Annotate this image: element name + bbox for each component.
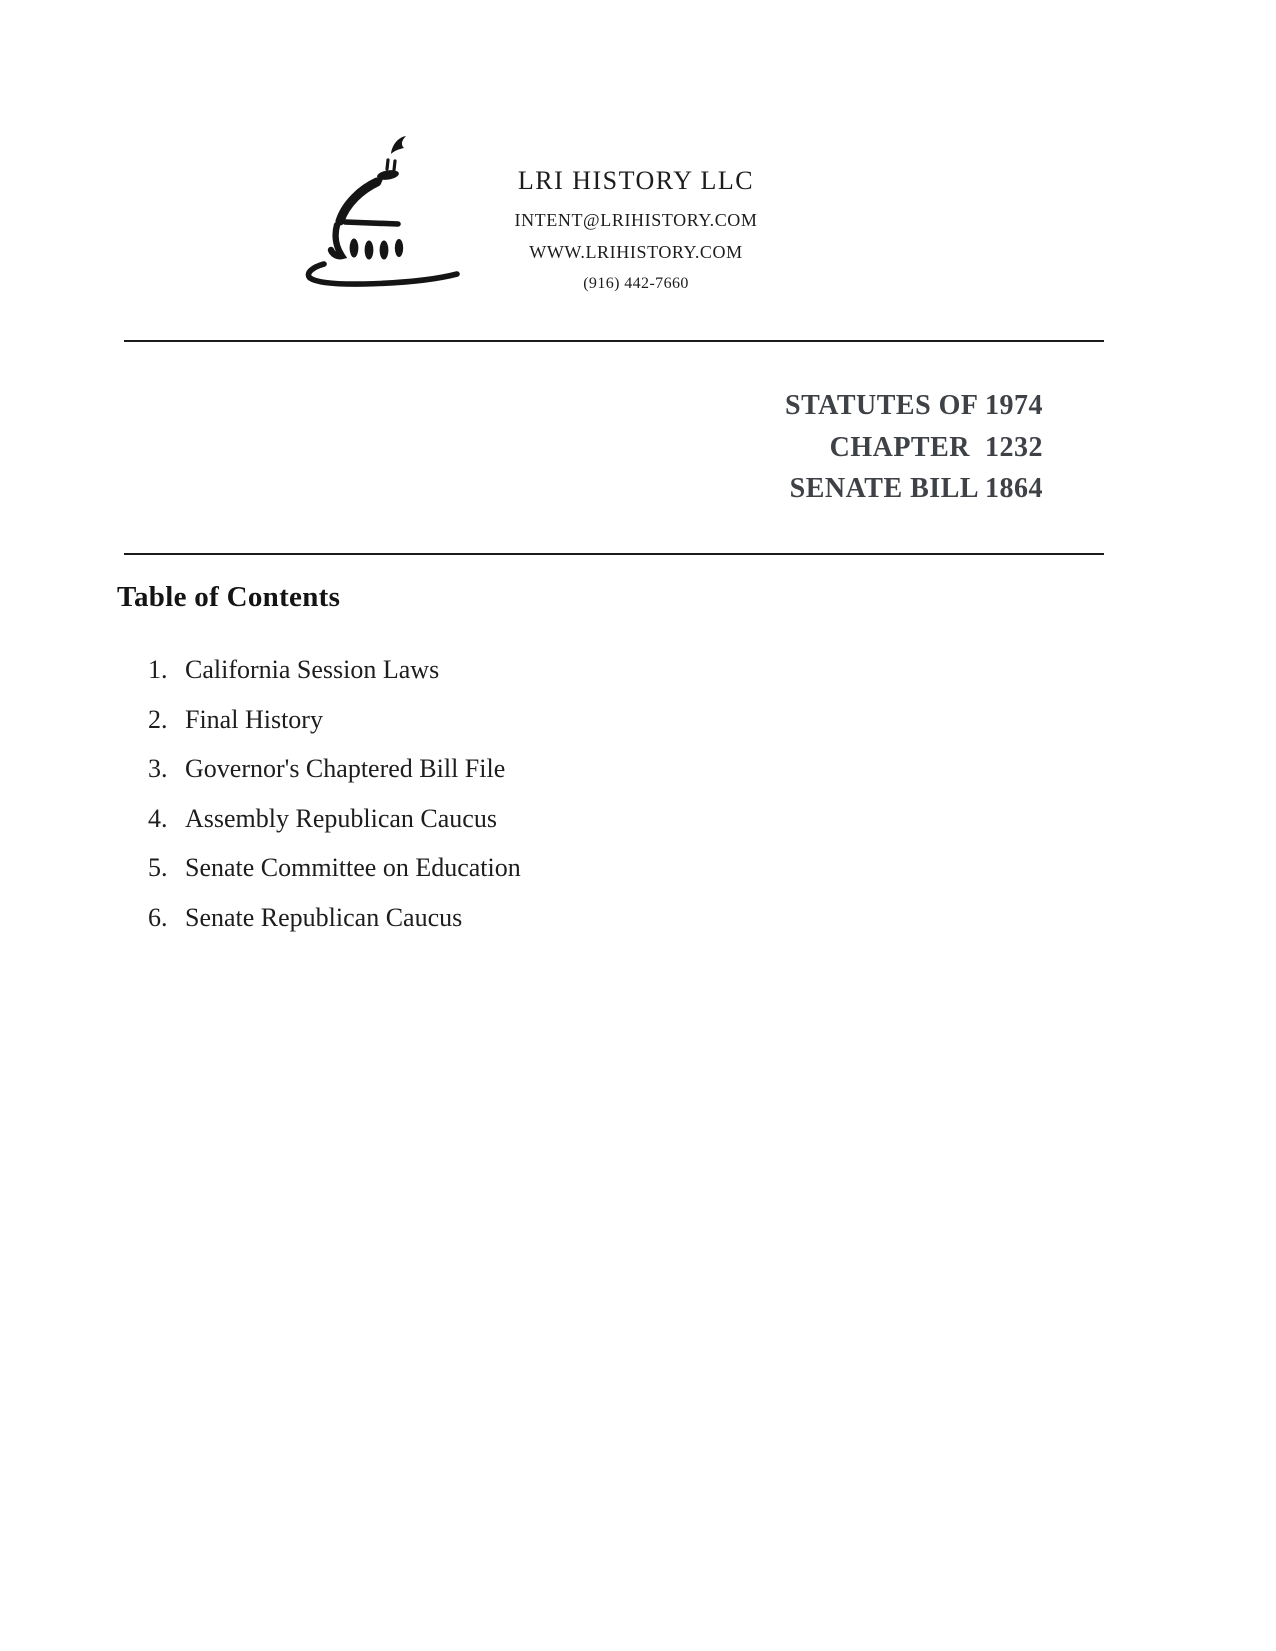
capitol-dome-logo-icon [296,128,468,296]
toc-item-number: 5. [148,853,168,882]
toc-item-label: California Session Laws [185,655,440,684]
statutes-line: STATUTES OF 1974 [785,390,1043,421]
toc-item-label: Governor's Chaptered Bill File [185,754,506,783]
toc-item-label: Assembly Republican Caucus [185,803,497,833]
toc-item-number: 3. [148,754,168,783]
toc-item [148,705,848,755]
toc-item-number: 2. [148,704,168,734]
letterhead [460,166,812,294]
toc-item-number: 4. [148,803,168,833]
company-email: INTENT@LRIHISTORY.COM [514,210,758,230]
bill-reference-block [785,385,1043,510]
chapter-line: CHAPTER 1232 [829,431,1043,463]
toc-item-label: Final History [185,704,323,734]
toc-list [148,655,848,952]
divider-top [124,340,1104,342]
senate-bill-line: SENATE BILL 1864 [789,473,1043,504]
toc-item-label: Senate Republican Caucus [185,902,463,932]
divider-bottom [124,553,1104,555]
toc-title: Table of Contents [117,581,341,613]
toc-item [148,804,848,854]
company-name: LRI HISTORY LLC [517,166,755,195]
toc-item [148,655,848,705]
toc-item [148,754,848,804]
toc-item-label: Senate Committee on Education [185,853,521,882]
company-website: WWW.LRIHISTORY.COM [529,242,743,262]
toc-item-number: 6. [148,902,168,932]
toc-item [148,903,848,953]
toc-item [148,853,848,903]
toc-item-number: 1. [148,655,168,684]
company-phone: (916) 442-7660 [583,275,689,292]
